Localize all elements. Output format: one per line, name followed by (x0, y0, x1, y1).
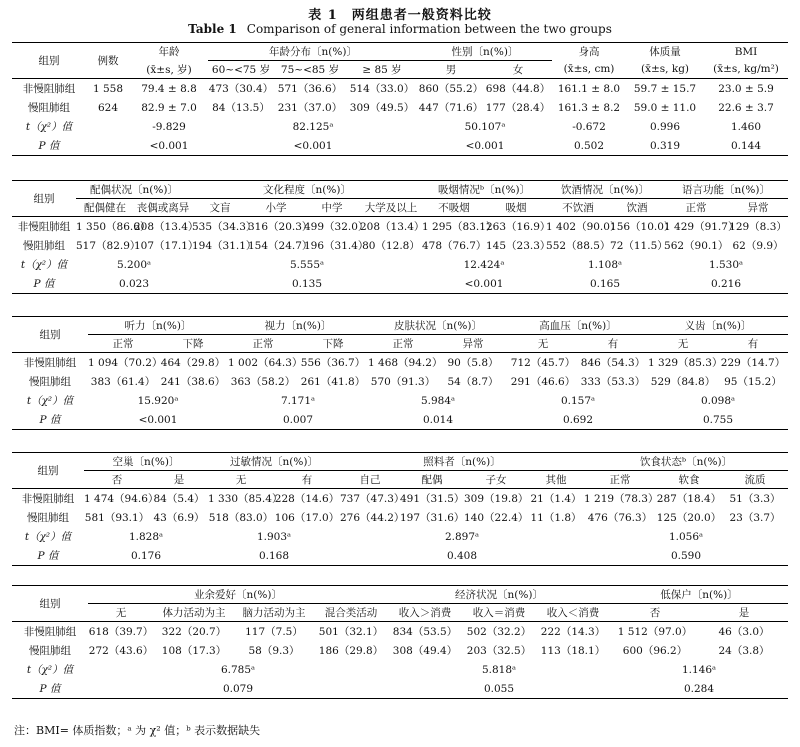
header-group: 组别 (38, 55, 60, 67)
cell: 222（14.3） (536, 622, 610, 642)
header-group: 组别 (33, 193, 55, 205)
header-primary: 小学 (265, 202, 287, 214)
cell: 1.108ᵃ (587, 258, 623, 271)
cell: 308（49.4） (392, 645, 458, 657)
header-group: 组别 (37, 465, 59, 477)
cell: 562（90.1） (664, 240, 729, 252)
header-empty-nest: 空巢〔n(%)〕 (84, 453, 208, 471)
header-skin-normal: 正常 (392, 338, 414, 350)
header-sex: 性别〔n(%)〕 (418, 43, 552, 61)
header-htn-yes: 有 (607, 338, 619, 350)
cell: 0.144 (730, 139, 762, 152)
header-smoker: 吸烟 (505, 202, 527, 214)
cell: 276（44.2） (340, 512, 405, 524)
header-welfare-no: 否 (649, 607, 661, 619)
p-row (12, 679, 788, 698)
section-2-table (12, 180, 788, 294)
header-allergy-yes: 有 (301, 474, 313, 486)
table-caption-en: Comparison of general information between the two groups (246, 22, 612, 36)
header-hobby-physical: 体力活动为主 (162, 607, 226, 619)
cell: 1 330（85.4） (208, 489, 274, 509)
cell: 571（36.6） (274, 79, 346, 99)
cell: 156（10.0） (610, 217, 664, 237)
header-nest-no: 否 (111, 474, 123, 486)
header-vision-normal: 正常 (252, 338, 274, 350)
cell: 0.079 (222, 682, 254, 695)
cell: 84（5.4） (150, 489, 208, 509)
cell: 502（32.2） (462, 622, 536, 642)
table-title-cn: 表 1 两组患者一般资料比较 (308, 8, 492, 23)
header-income-lt: 收入＜消费 (546, 607, 600, 619)
cell: 197（31.6） (400, 512, 465, 524)
cell: 552（88.5） (546, 240, 611, 252)
cell: 0.157ᵃ (560, 394, 596, 407)
cell: 570（91.3） (370, 376, 436, 388)
table-row (12, 217, 788, 237)
cell: 196（31.4） (304, 240, 369, 252)
cell: 1 402（90.0） (546, 217, 610, 237)
cell: 5.200ᵃ (116, 258, 152, 271)
header-age-85: ≥ 85 岁 (362, 64, 402, 76)
header-age-60-75: 60~<75 岁 (211, 64, 271, 76)
cell: 0.098ᵃ (700, 394, 736, 407)
cell: 517（82.9） (76, 240, 141, 252)
section-4-table (12, 452, 788, 566)
cell: 518（83.0） (208, 512, 274, 524)
cell: 0.014 (422, 413, 454, 426)
cell: P 值 (33, 278, 55, 290)
cell: 82.125ᵃ (292, 120, 334, 133)
cell: 21（1.4） (528, 489, 584, 509)
header-height-unit: (x̄±s, cm) (563, 63, 615, 76)
section-1-table (12, 42, 788, 156)
cell-empty (86, 136, 130, 155)
cell: P 值 (38, 140, 60, 152)
section-5-table (12, 585, 788, 699)
header-age-dist: 年龄分布〔n(%)〕 (208, 43, 418, 61)
header-age: 年龄 (158, 46, 180, 59)
cell: 287（18.4） (656, 489, 722, 509)
cell: 860（55.2） (418, 79, 484, 99)
cell: 0.007 (282, 413, 314, 426)
cell: 1 002（64.3） (228, 353, 298, 373)
header-bmi-unit: (x̄±s, kg/m²) (713, 63, 779, 76)
cell: 0.165 (589, 277, 621, 290)
header-hearing-decline: 下降 (182, 338, 204, 350)
cell: 208（13.4） (360, 217, 422, 237)
cell: 309（19.8） (464, 489, 528, 509)
cell: 非慢阻肺组 (12, 353, 88, 373)
cell: 231（37.0） (277, 102, 343, 114)
cell: 非慢阻肺组 (12, 79, 86, 99)
cell: t（χ²）值 (26, 664, 74, 676)
cell: 2.897ᵃ (444, 530, 480, 543)
header-income-gt: 收入＞消费 (398, 607, 452, 619)
header-drinker: 饮酒 (626, 202, 648, 214)
table-row (12, 489, 788, 509)
table-label-en: Table 1 (188, 22, 237, 36)
cell: 62（9.9） (732, 240, 784, 252)
cell: 0.996 (649, 120, 681, 133)
cell: 72（11.5） (610, 240, 668, 252)
header-spouse-alive: 配偶健在 (84, 202, 126, 214)
cell: 59.0 ± 11.0 (633, 101, 697, 114)
cell: 0.055 (483, 682, 515, 695)
header-economy: 经济状况〔n(%)〕 (388, 586, 610, 604)
cell: 1.056ᵃ (668, 530, 704, 543)
header-bmi: BMI (734, 45, 758, 58)
header-college: 大学及以上 (364, 202, 418, 214)
cell: 1.903ᵃ (256, 530, 292, 543)
header-allergy: 过敏情况〔n(%)〕 (208, 453, 340, 471)
cell: 272（43.6） (88, 645, 154, 657)
cell: 499（32.0） (304, 217, 360, 237)
cell: 1 468（94.2） (368, 353, 438, 373)
cell: 1 474（94.6） (84, 489, 150, 509)
cell: 125（20.0） (656, 512, 722, 524)
header-vision-decline: 下降 (322, 338, 344, 350)
header-nonsmoker: 不吸烟 (438, 202, 470, 214)
cell: 0.590 (670, 549, 702, 562)
cell-empty (86, 117, 130, 136)
cell: 154（24.7） (248, 240, 313, 252)
header-hobby: 业余爱好〔n(%)〕 (88, 586, 388, 604)
cell: 501（32.1） (314, 622, 388, 642)
cell: 1 295（83.1） (422, 217, 486, 237)
cell: 22.6 ± 3.7 (718, 101, 774, 114)
cell: 1 350（86.6） (76, 217, 134, 237)
header-care-children: 子女 (485, 474, 507, 486)
cell: 600（96.2） (622, 645, 688, 657)
cell: 1 219（78.3） (584, 489, 656, 509)
cell: 79.4 ± 8.8 (130, 79, 208, 99)
header-male: 男 (445, 64, 457, 76)
table-row (12, 372, 788, 391)
cell: 464（29.8） (158, 353, 228, 373)
table-row (12, 353, 788, 373)
cell: 慢阻肺组 (29, 376, 71, 388)
cell: 145（23.3） (486, 240, 551, 252)
cell: 1.460 (730, 120, 762, 133)
cell: 194（31.1） (192, 240, 257, 252)
header-dent-yes: 有 (747, 338, 759, 350)
table-row (12, 236, 788, 255)
cell: 322（20.7） (154, 622, 234, 642)
header-hearing-normal: 正常 (112, 338, 134, 350)
section-3-table (12, 316, 788, 430)
cell: 140（22.4） (464, 512, 529, 524)
header-hobby-mixed: 混合类活动 (324, 607, 378, 619)
cell: 161.3 ± 8.2 (557, 101, 621, 114)
header-skin: 皮肤状况〔n(%)〕 (368, 317, 508, 335)
header-care-spouse: 配偶 (421, 474, 443, 486)
cell: 非慢阻肺组 (12, 489, 84, 509)
cell: 1.828ᵃ (128, 530, 164, 543)
cell: 846（54.3） (578, 353, 648, 373)
table-row (12, 98, 788, 117)
cell: 5.818ᵃ (481, 663, 517, 676)
cell: 0.319 (649, 139, 681, 152)
cell: 106（17.0） (274, 512, 340, 524)
header-htn-no: 无 (537, 338, 549, 350)
header-widowed: 丧偶或离异 (136, 202, 190, 214)
header-diet-normal: 正常 (609, 474, 631, 486)
header-group: 组别 (39, 598, 61, 610)
cell: 161.1 ± 8.0 (552, 79, 626, 99)
header-weight-unit: (x̄±s, kg) (640, 63, 690, 76)
table-row (12, 508, 788, 527)
header-nondrinker: 不饮酒 (562, 202, 594, 214)
cell: 0.502 (573, 139, 605, 152)
cell: 0.755 (702, 413, 734, 426)
stat-row (12, 391, 788, 410)
header-caregiver: 照料者〔n(%)〕 (340, 453, 584, 471)
cell: 0.216 (710, 277, 742, 290)
cell: 108（17.3） (161, 645, 227, 657)
cell: 491（31.5） (400, 489, 464, 509)
header-age-unit: (x̄±s, 岁) (146, 63, 192, 76)
header-allergy-no: 无 (235, 474, 247, 486)
cell: 0.408 (446, 549, 478, 562)
cell: 15.920ᵃ (137, 394, 179, 407)
stat-row (12, 255, 788, 274)
header-hobby-none: 无 (115, 607, 127, 619)
table-row (12, 622, 788, 642)
header-dentures: 义齿〔n(%)〕 (648, 317, 788, 335)
cell: 208（13.4） (134, 217, 192, 237)
cell: 0.135 (291, 277, 323, 290)
cell: 0.168 (258, 549, 290, 562)
cell: 慢阻肺组 (28, 102, 70, 114)
header-hypertension: 高血压〔n(%)〕 (508, 317, 648, 335)
p-row (12, 546, 788, 565)
cell: 23.0 ± 5.9 (704, 79, 788, 99)
header-diet-soft: 软食 (678, 474, 700, 486)
header-education: 文化程度〔n(%)〕 (192, 181, 422, 199)
cell: 1 558 (86, 79, 130, 99)
cell: 0.284 (683, 682, 715, 695)
cell: 473（30.4） (208, 79, 274, 99)
cell: t（χ²）值 (24, 531, 72, 543)
stat-row (12, 660, 788, 679)
header-spouse: 配偶状况〔n(%)〕 (76, 181, 192, 199)
cell: 363（58.2） (230, 376, 296, 388)
cell: t（χ²）值 (26, 395, 74, 407)
cell: 5.555ᵃ (289, 258, 325, 271)
cell: P 值 (37, 550, 59, 562)
cell: 316（20.3） (248, 217, 304, 237)
header-count: 例数 (97, 55, 119, 67)
cell: 529（84.8） (650, 376, 716, 388)
cell: 117（7.5） (234, 622, 314, 642)
cell: 478（76.7） (422, 240, 487, 252)
header-care-other: 其他 (545, 474, 567, 486)
header-diet: 饮食状态ᵇ〔n(%)〕 (584, 453, 788, 471)
cell: 229（14.7） (718, 353, 788, 373)
cell: 1 094（70.2） (88, 353, 158, 373)
cell: 113（18.1） (540, 645, 606, 657)
cell: t（χ²）值 (25, 121, 73, 133)
cell: 6.785ᵃ (220, 663, 256, 676)
cell: <0.001 (464, 277, 504, 290)
header-drinking: 饮酒情况〔n(%)〕 (546, 181, 664, 199)
header-lang-normal: 正常 (685, 202, 707, 214)
cell: P 值 (39, 683, 61, 695)
header-nest-yes: 是 (173, 474, 185, 486)
header-smoking: 吸烟情况ᵇ〔n(%)〕 (422, 181, 546, 199)
table-row (12, 79, 788, 99)
cell: 慢阻肺组 (29, 645, 71, 657)
header-skin-abnormal: 异常 (462, 338, 484, 350)
cell: 261（41.8） (300, 376, 366, 388)
cell: 24（3.8） (718, 645, 770, 657)
header-illiterate: 文盲 (209, 202, 231, 214)
cell: 581（93.1） (84, 512, 150, 524)
cell: 59.7 ± 15.7 (626, 79, 704, 99)
cell: 0.692 (562, 413, 594, 426)
cell: 7.171ᵃ (280, 394, 316, 407)
header-diet-liquid: 流质 (744, 474, 766, 486)
header-language: 语言功能〔n(%)〕 (664, 181, 788, 199)
header-weight: 体质量 (649, 46, 681, 59)
cell: 291（46.6） (510, 376, 576, 388)
header-age-75-85: 75~<85 岁 (280, 64, 340, 76)
cell: 1.530ᵃ (708, 258, 744, 271)
cell: 624 (97, 101, 119, 114)
stat-row (12, 117, 788, 136)
cell: 43（6.9） (153, 512, 205, 524)
cell: 5.984ᵃ (420, 394, 456, 407)
cell: 535（34.3） (192, 217, 248, 237)
table-title-en (0, 22, 800, 36)
header-dent-no: 无 (677, 338, 689, 350)
cell: 241（38.6） (160, 376, 226, 388)
table-row (12, 641, 788, 660)
cell: 698（44.8） (484, 79, 552, 99)
cell: t（χ²）值 (20, 259, 68, 271)
cell: 186（29.8） (318, 645, 384, 657)
header-welfare-yes: 是 (738, 607, 750, 619)
header-vision: 视力〔n(%)〕 (228, 317, 368, 335)
cell: 11（1.8） (530, 512, 582, 524)
cell: 228（14.6） (274, 489, 340, 509)
header-group: 组别 (39, 329, 61, 341)
header-care-self: 自己 (359, 474, 381, 486)
cell: 非慢阻肺组 (12, 622, 88, 642)
cell: 82.9 ± 7.0 (141, 101, 197, 114)
table-footnote: 注：BMI= 体质指数；ᵃ 为 χ² 值；ᵇ 表示数据缺失 (14, 724, 261, 737)
cell: 333（53.3） (580, 376, 646, 388)
header-secondary: 中学 (321, 202, 343, 214)
p-row (12, 410, 788, 429)
cell: 712（45.7） (508, 353, 578, 373)
cell: 慢阻肺组 (27, 512, 69, 524)
cell: <0.001 (293, 139, 333, 152)
header-female: 女 (512, 64, 524, 76)
cell: 107（17.1） (134, 240, 199, 252)
cell: 58（9.3） (248, 645, 300, 657)
cell: 0.023 (118, 277, 150, 290)
cell: 50.107ᵃ (464, 120, 506, 133)
cell: 203（32.5） (466, 645, 532, 657)
cell: <0.001 (149, 139, 189, 152)
cell: 556（36.7） (298, 353, 368, 373)
cell: 慢阻肺组 (23, 240, 65, 252)
cell: <0.001 (138, 413, 178, 426)
cell: 1 329（85.3） (648, 353, 718, 373)
cell: 0.176 (130, 549, 162, 562)
cell: 84（13.5） (212, 102, 270, 114)
cell: 834（53.5） (388, 622, 462, 642)
cell: 514（33.0） (346, 79, 418, 99)
cell: 263（16.9） (486, 217, 546, 237)
cell: 476（76.3） (587, 512, 653, 524)
cell: 129（8.3） (728, 217, 788, 237)
cell: 737（47.3） (340, 489, 400, 509)
cell: 1.146ᵃ (681, 663, 717, 676)
cell: 309（49.5） (349, 102, 415, 114)
p-row (12, 136, 788, 155)
header-lang-abnormal: 异常 (747, 202, 769, 214)
header-hearing: 听力〔n(%)〕 (88, 317, 228, 335)
cell: -9.829 (152, 120, 186, 133)
header-welfare: 低保户〔n(%)〕 (610, 586, 788, 604)
cell: 非慢阻肺组 (12, 217, 76, 237)
cell: <0.001 (465, 139, 505, 152)
cell: 12.424ᵃ (463, 258, 505, 271)
cell: 383（61.4） (90, 376, 156, 388)
cell: -0.672 (572, 120, 606, 133)
cell: 177（28.4） (485, 102, 551, 114)
cell: 80（12.8） (362, 240, 420, 252)
cell: 51（3.3） (722, 489, 788, 509)
header-income-eq: 收入＝消费 (472, 607, 526, 619)
cell: 23（3.7） (729, 512, 781, 524)
cell: 1 429（91.7） (664, 217, 728, 237)
stat-row (12, 527, 788, 546)
cell: P 值 (39, 414, 61, 426)
p-row (12, 274, 788, 293)
cell: 46（3.0） (700, 622, 788, 642)
header-height: 身高 (578, 46, 600, 59)
cell: 95（15.2） (724, 376, 782, 388)
cell: 447（71.6） (418, 102, 484, 114)
cell: 54（8.7） (447, 376, 499, 388)
cell: 90（5.8） (438, 353, 508, 373)
header-hobby-mental: 脑力活动为主 (242, 607, 306, 619)
cell: 618（39.7） (88, 622, 154, 642)
cell: 1 512（97.0） (610, 622, 700, 642)
